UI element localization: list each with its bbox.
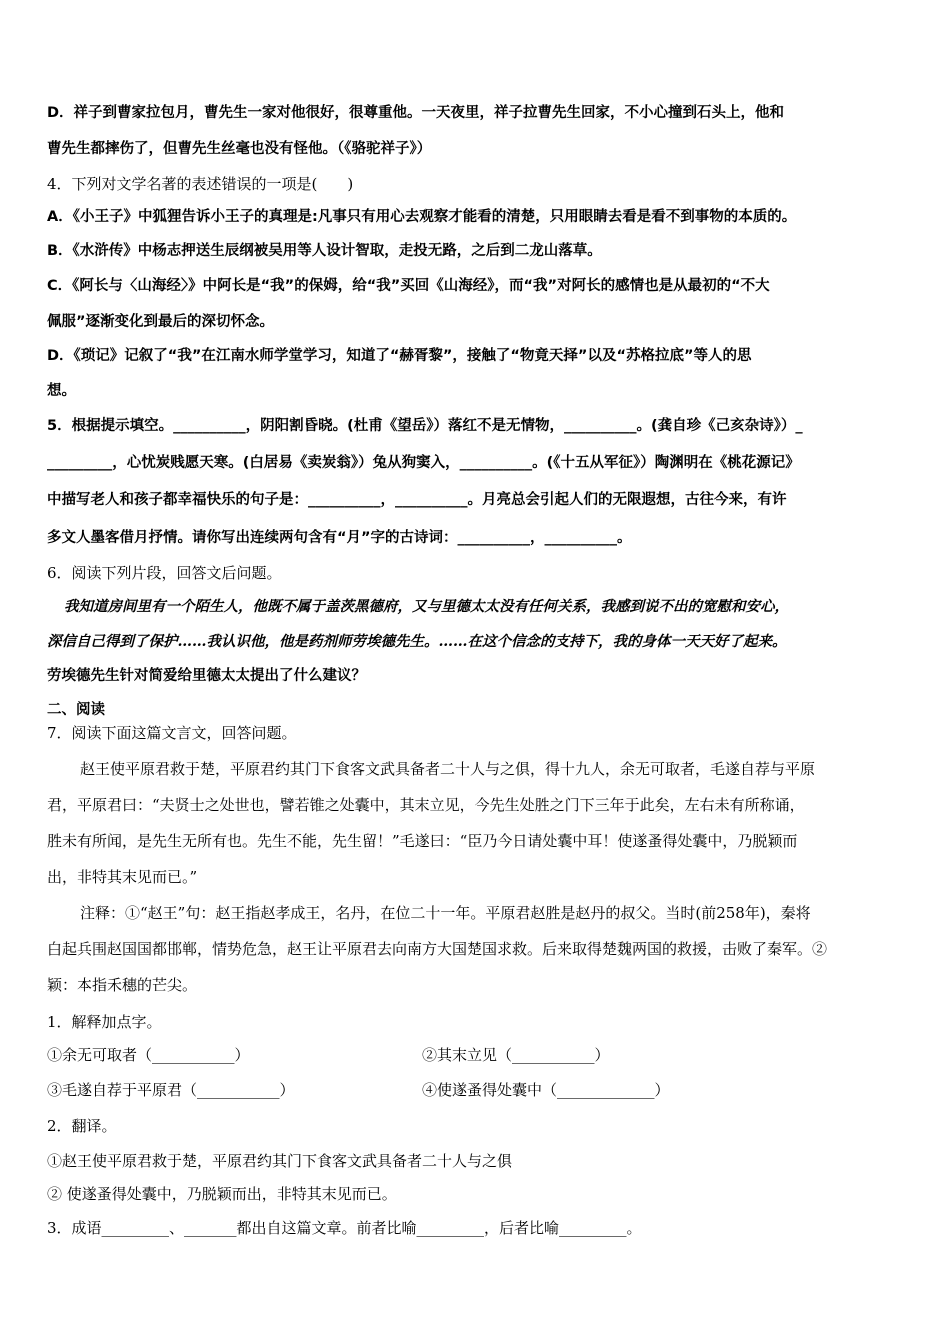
sub3-stem: 3．成语_________、_______都出自这篇文章。前者比喻_________，后者比喻_________。: [47, 1219, 642, 1237]
q6-question: 劳埃德先生针对简爱给里德太太提出了什么建议？: [47, 668, 366, 684]
sub1-row1: [47, 1045, 907, 1065]
q4-option-a: A．《小王子》中狐狸告诉小王子的真理是:凡事只有用心去观察才能看的清楚，只用眼睛去看是看不到事物的本质的。: [47, 209, 797, 225]
q5-line2: _________，心忧炭贱愿天寒。(白居易《卖炭翁》）兔从狗窦入，__________。(《十五从军征》）陶渊明在《桃花源记》: [47, 455, 800, 471]
q7-note-line2: 白起兵围赵国国都邯郸，情势危急，赵王让平原君去向南方大国楚国求救。后来取得楚魏两国的救援，击败了秦军。②: [47, 940, 828, 958]
sub2-sentence2: ② 使遂蚤得处囊中，乃脱颖而出，非特其末见而已。: [47, 1185, 397, 1203]
q4-option-d-line2: 想。: [47, 383, 76, 399]
sub2-stem: 2．翻译。: [47, 1117, 117, 1135]
sub2-sentence1: ①赵王使平原君救于楚，平原君约其门下食客文武具备者二十人与之俱: [47, 1152, 513, 1170]
q6-passage-line2: 深信自己得到了保护……我认识他，他是药剂师劳埃德先生。……在这个信念的支持下，我的身体一天天好了起来。: [47, 633, 787, 650]
sub1-stem: 1．解释加点字。: [47, 1013, 162, 1031]
q5-line1: 5．根据提示填空。__________，阴阳割昏晓。(杜甫《望岳》）落红不是无情物，__________。(龚自珍《己亥杂诗》）_: [47, 418, 803, 434]
q4-option-c-line1: C．《阿长与〈山海经〉》中阿长是“我”的保姆，给“我”买回《山海经》，而“我”对阿长的感情也是从最初的“不大: [47, 278, 770, 294]
q7-text-line4: 出，非特其末见而已。”: [47, 868, 198, 886]
q4-option-c-line2: 佩服”逐渐变化到最后的深切怀念。: [47, 314, 275, 330]
q7-note-line3: 颖：本指禾穗的芒尖。: [47, 976, 198, 994]
q3-option-d-line1: D．祥子到曹家拉包月，曹先生一家对他很好，很尊重他。一天夜里，祥子拉曹先生回家，不小心撞到石头上，他和: [47, 105, 785, 121]
sub1-item1: ①余无可取者（___________）: [47, 1046, 250, 1064]
sub1-item2: ②其末立见（___________）: [422, 1046, 610, 1064]
q6-passage-line1: 我知道房间里有一个陌生人，他既不属于盖茨黑德府，又与里德太太没有任何关系，我感到说不出的宽慰和安心，: [64, 598, 789, 615]
q6-stem: 6．阅读下列片段，回答文后问题。: [47, 564, 282, 582]
q3-option-d-line2: 曹先生都摔伤了，但曹先生丝毫也没有怪他。（《骆驼祥子》）: [47, 141, 432, 157]
q4-option-d-line1: D．《琐记》记叙了“我”在江南水师学堂学习，知道了“赫胥黎”，接触了“物竟天择”以及“苏格拉底”等人的思: [47, 348, 752, 364]
q4-stem: 4．下列对文学名著的表述错误的一项是( ): [47, 175, 354, 193]
sub1-item4: ④使遂蚤得处囊中（_____________）: [422, 1081, 670, 1099]
sub1-item3: ③毛遂自荐于平原君（___________）: [47, 1081, 295, 1099]
q7-note-line1: 注释：①“赵王”句：赵王指赵孝成王，名丹，在位二十一年。平原君赵胜是赵丹的叔父。当时(前258年)，秦将: [80, 904, 811, 922]
q7-stem: 7．阅读下面这篇文言文，回答问题。: [47, 724, 297, 742]
section-title-reading: 二、阅读: [47, 702, 105, 718]
q7-text-line3: 胜未有所闻，是先生无所有也。先生不能，先生留！”毛遂曰：“臣乃今日请处囊中耳！使遂蚤得处囊中，乃脱颖而: [47, 832, 798, 850]
q4-option-b: B．《水浒传》中杨志押送生辰纲被吴用等人设计智取，走投无路，之后到二龙山落草。: [47, 243, 602, 259]
q5-line3: 中描写老人和孩子都幸福快乐的句子是：__________，__________。月亮总会引起人们的无限遐想，古往今来，有许: [47, 492, 787, 508]
sub1-row2: [47, 1080, 907, 1100]
q7-text-line1: 赵王使平原君救于楚，平原君约其门下食客文武具备者二十人与之俱，得十九人，余无可取者，毛遂自荐与平原: [80, 760, 816, 778]
q5-line4: 多文人墨客借月抒情。请你写出连续两句含有“月”字的古诗词：__________，__________。: [47, 530, 632, 546]
q7-text-line2: 君，平原君曰：“夫贤士之处世也，譬若锥之处囊中，其末立见，今先生处胜之门下三年于此矣，左右未有所称诵，: [47, 796, 805, 814]
